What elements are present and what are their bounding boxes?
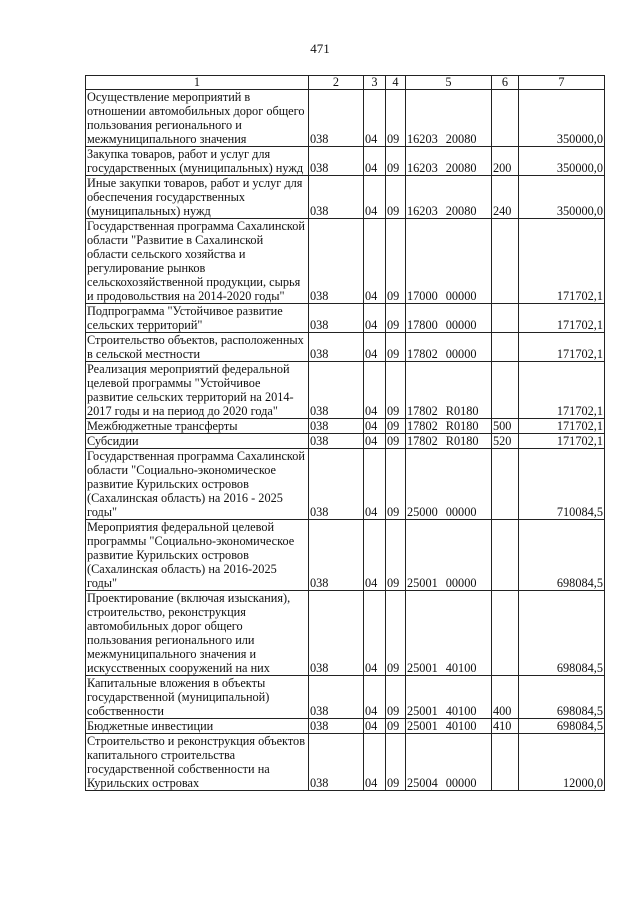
target-article-part1: 16203 xyxy=(407,132,438,146)
row-name-cell: Проектирование (включая изыскания), строительство, реконструкция автомобильных дорог общего пользования регионального или межмуниципального значения и искусственных сооружений на них xyxy=(86,591,309,676)
row-amount-cell: 171702,1 xyxy=(519,219,605,304)
row-section-cell: 04 xyxy=(364,333,386,362)
row-admin-code-cell: 038 xyxy=(309,449,364,520)
row-expense-type-cell xyxy=(492,304,519,333)
target-article-part2: 40100 xyxy=(445,661,477,675)
row-expense-type-cell xyxy=(492,734,519,791)
row-name-cell: Закупка товаров, работ и услуг для государственных (муниципальных) нужд xyxy=(86,147,309,176)
row-subsection-cell: 09 xyxy=(386,434,406,449)
row-expense-type-cell xyxy=(492,333,519,362)
row-section-cell: 04 xyxy=(364,591,386,676)
row-target-article-cell xyxy=(406,734,492,791)
row-subsection-cell: 09 xyxy=(386,520,406,591)
row-subsection-cell: 09 xyxy=(386,449,406,520)
row-admin-code-cell: 038 xyxy=(309,176,364,219)
row-amount-cell: 350000,0 xyxy=(519,147,605,176)
row-name-cell: Подпрограмма "Устойчивое развитие сельских территорий" xyxy=(86,304,309,333)
row-name-cell: Государственная программа Сахалинской области "Социально-экономическое развитие Курильских островов (Сахалинская область) на 2016 - 2025 годы" xyxy=(86,449,309,520)
target-article-part1: 25004 xyxy=(407,776,438,790)
row-expense-type-cell: 500 xyxy=(492,419,519,434)
row-target-article-cell xyxy=(406,333,492,362)
row-target-article-cell xyxy=(406,219,492,304)
row-amount-cell: 171702,1 xyxy=(519,419,605,434)
row-amount-cell: 12000,0 xyxy=(519,734,605,791)
row-target-article-cell xyxy=(406,362,492,419)
budget-table xyxy=(85,75,605,791)
row-subsection-cell: 09 xyxy=(386,333,406,362)
row-name-cell: Государственная программа Сахалинской области "Развитие в Сахалинской области сельского хозяйства и регулирование рынков сельскохозяйственной продукции, сырья и продовольствия на 2014-2020 годы" xyxy=(86,219,309,304)
row-name-cell: Строительство и реконструкция объектов капитального строительства государственной собственности на Курильских островах xyxy=(86,734,309,791)
header-cell: 6 xyxy=(492,76,519,90)
row-expense-type-cell xyxy=(492,90,519,147)
row-section-cell: 04 xyxy=(364,176,386,219)
table-row xyxy=(86,449,605,520)
target-article-part1: 16203 xyxy=(407,161,438,175)
row-admin-code-cell: 038 xyxy=(309,90,364,147)
row-section-cell: 04 xyxy=(364,719,386,734)
target-article-part2: 00000 xyxy=(445,318,477,332)
row-name-cell: Капитальные вложения в объекты государственной (муниципальной) собственности xyxy=(86,676,309,719)
row-amount-cell: 698084,5 xyxy=(519,676,605,719)
row-expense-type-cell xyxy=(492,219,519,304)
row-expense-type-cell: 240 xyxy=(492,176,519,219)
row-name-cell: Субсидии xyxy=(86,434,309,449)
header-cell: 7 xyxy=(519,76,605,90)
target-article-part2: 00000 xyxy=(445,776,477,790)
row-amount-cell: 171702,1 xyxy=(519,333,605,362)
header-cell: 3 xyxy=(364,76,386,90)
row-section-cell: 04 xyxy=(364,362,386,419)
table-row xyxy=(86,147,605,176)
row-target-article-cell xyxy=(406,304,492,333)
row-section-cell: 04 xyxy=(364,219,386,304)
table-row xyxy=(86,362,605,419)
target-article-part1: 17802 xyxy=(407,434,438,448)
target-article-part1: 25000 xyxy=(407,505,438,519)
row-section-cell: 04 xyxy=(364,419,386,434)
row-amount-cell: 698084,5 xyxy=(519,591,605,676)
target-article-part2: 20080 xyxy=(445,132,477,146)
target-article-part1: 17802 xyxy=(407,419,438,433)
row-admin-code-cell: 038 xyxy=(309,333,364,362)
row-amount-cell: 350000,0 xyxy=(519,90,605,147)
row-amount-cell: 698084,5 xyxy=(519,520,605,591)
table-row xyxy=(86,219,605,304)
row-section-cell: 04 xyxy=(364,734,386,791)
row-section-cell: 04 xyxy=(364,434,386,449)
row-target-article-cell xyxy=(406,449,492,520)
target-article-part2: R0180 xyxy=(445,404,479,418)
row-target-article-cell xyxy=(406,591,492,676)
row-section-cell: 04 xyxy=(364,304,386,333)
target-article-part2: 20080 xyxy=(445,161,477,175)
target-article-part1: 25001 xyxy=(407,576,438,590)
row-name-cell: Межбюджетные трансферты xyxy=(86,419,309,434)
row-expense-type-cell: 410 xyxy=(492,719,519,734)
row-target-article-cell xyxy=(406,147,492,176)
table-row xyxy=(86,333,605,362)
table-row xyxy=(86,304,605,333)
row-section-cell: 04 xyxy=(364,90,386,147)
row-admin-code-cell: 038 xyxy=(309,591,364,676)
row-subsection-cell: 09 xyxy=(386,147,406,176)
row-amount-cell: 698084,5 xyxy=(519,719,605,734)
row-amount-cell: 710084,5 xyxy=(519,449,605,520)
row-expense-type-cell: 520 xyxy=(492,434,519,449)
row-subsection-cell: 09 xyxy=(386,304,406,333)
row-target-article-cell xyxy=(406,434,492,449)
header-cell: 5 xyxy=(406,76,492,90)
row-amount-cell: 171702,1 xyxy=(519,362,605,419)
row-amount-cell: 171702,1 xyxy=(519,434,605,449)
row-expense-type-cell xyxy=(492,449,519,520)
header-cell: 1 xyxy=(86,76,309,90)
row-amount-cell: 350000,0 xyxy=(519,176,605,219)
target-article-part2: 20080 xyxy=(445,204,477,218)
target-article-part1: 16203 xyxy=(407,204,438,218)
row-target-article-cell xyxy=(406,419,492,434)
table-row xyxy=(86,719,605,734)
row-name-cell: Строительство объектов, расположенных в сельской местности xyxy=(86,333,309,362)
row-subsection-cell: 09 xyxy=(386,362,406,419)
row-amount-cell: 171702,1 xyxy=(519,304,605,333)
target-article-part2: 00000 xyxy=(445,289,477,303)
row-expense-type-cell xyxy=(492,591,519,676)
row-section-cell: 04 xyxy=(364,520,386,591)
table-row xyxy=(86,734,605,791)
row-subsection-cell: 09 xyxy=(386,734,406,791)
row-subsection-cell: 09 xyxy=(386,591,406,676)
header-row xyxy=(86,76,605,90)
table-row xyxy=(86,176,605,219)
row-admin-code-cell: 038 xyxy=(309,304,364,333)
row-admin-code-cell: 038 xyxy=(309,147,364,176)
row-admin-code-cell: 038 xyxy=(309,219,364,304)
row-name-cell: Мероприятия федеральной целевой программы "Социально-экономическое развитие Курильских островов (Сахалинская область) на 2016-2025 годы" xyxy=(86,520,309,591)
row-expense-type-cell xyxy=(492,362,519,419)
target-article-part2: 40100 xyxy=(445,704,477,718)
target-article-part1: 17800 xyxy=(407,318,438,332)
target-article-part1: 17802 xyxy=(407,347,438,361)
row-admin-code-cell: 038 xyxy=(309,434,364,449)
row-target-article-cell xyxy=(406,676,492,719)
row-subsection-cell: 09 xyxy=(386,219,406,304)
table-row xyxy=(86,90,605,147)
row-section-cell: 04 xyxy=(364,147,386,176)
header-cell: 4 xyxy=(386,76,406,90)
row-expense-type-cell: 200 xyxy=(492,147,519,176)
target-article-part2: R0180 xyxy=(445,434,479,448)
row-section-cell: 04 xyxy=(364,676,386,719)
target-article-part1: 25001 xyxy=(407,719,438,733)
row-admin-code-cell: 038 xyxy=(309,419,364,434)
row-target-article-cell xyxy=(406,176,492,219)
target-article-part1: 17000 xyxy=(407,289,438,303)
table-row xyxy=(86,419,605,434)
row-name-cell: Бюджетные инвестиции xyxy=(86,719,309,734)
row-admin-code-cell: 038 xyxy=(309,362,364,419)
row-subsection-cell: 09 xyxy=(386,176,406,219)
table-row xyxy=(86,520,605,591)
row-admin-code-cell: 038 xyxy=(309,719,364,734)
table-row xyxy=(86,676,605,719)
table-row xyxy=(86,434,605,449)
page-number: 471 xyxy=(310,41,330,56)
row-expense-type-cell xyxy=(492,520,519,591)
row-name-cell: Реализация мероприятий федеральной целевой программы "Устойчивое развитие сельских территорий на 2014-2017 годы и на период до 2020 года" xyxy=(86,362,309,419)
row-name-cell: Иные закупки товаров, работ и услуг для обеспечения государственных (муниципальных) нужд xyxy=(86,176,309,219)
row-admin-code-cell: 038 xyxy=(309,520,364,591)
row-subsection-cell: 09 xyxy=(386,676,406,719)
row-name-cell: Осуществление мероприятий в отношении автомобильных дорог общего пользования регионального и межмуниципального значения xyxy=(86,90,309,147)
row-target-article-cell xyxy=(406,90,492,147)
target-article-part1: 25001 xyxy=(407,704,438,718)
row-expense-type-cell: 400 xyxy=(492,676,519,719)
target-article-part2: 40100 xyxy=(445,719,477,733)
row-subsection-cell: 09 xyxy=(386,90,406,147)
row-admin-code-cell: 038 xyxy=(309,676,364,719)
row-target-article-cell xyxy=(406,719,492,734)
target-article-part1: 17802 xyxy=(407,404,438,418)
target-article-part1: 25001 xyxy=(407,661,438,675)
target-article-part2: 00000 xyxy=(445,505,477,519)
row-subsection-cell: 09 xyxy=(386,719,406,734)
header-cell: 2 xyxy=(309,76,364,90)
target-article-part2: 00000 xyxy=(445,576,477,590)
target-article-part2: R0180 xyxy=(445,419,479,433)
row-target-article-cell xyxy=(406,520,492,591)
row-admin-code-cell: 038 xyxy=(309,734,364,791)
row-section-cell: 04 xyxy=(364,449,386,520)
target-article-part2: 00000 xyxy=(445,347,477,361)
table-row xyxy=(86,591,605,676)
row-subsection-cell: 09 xyxy=(386,419,406,434)
